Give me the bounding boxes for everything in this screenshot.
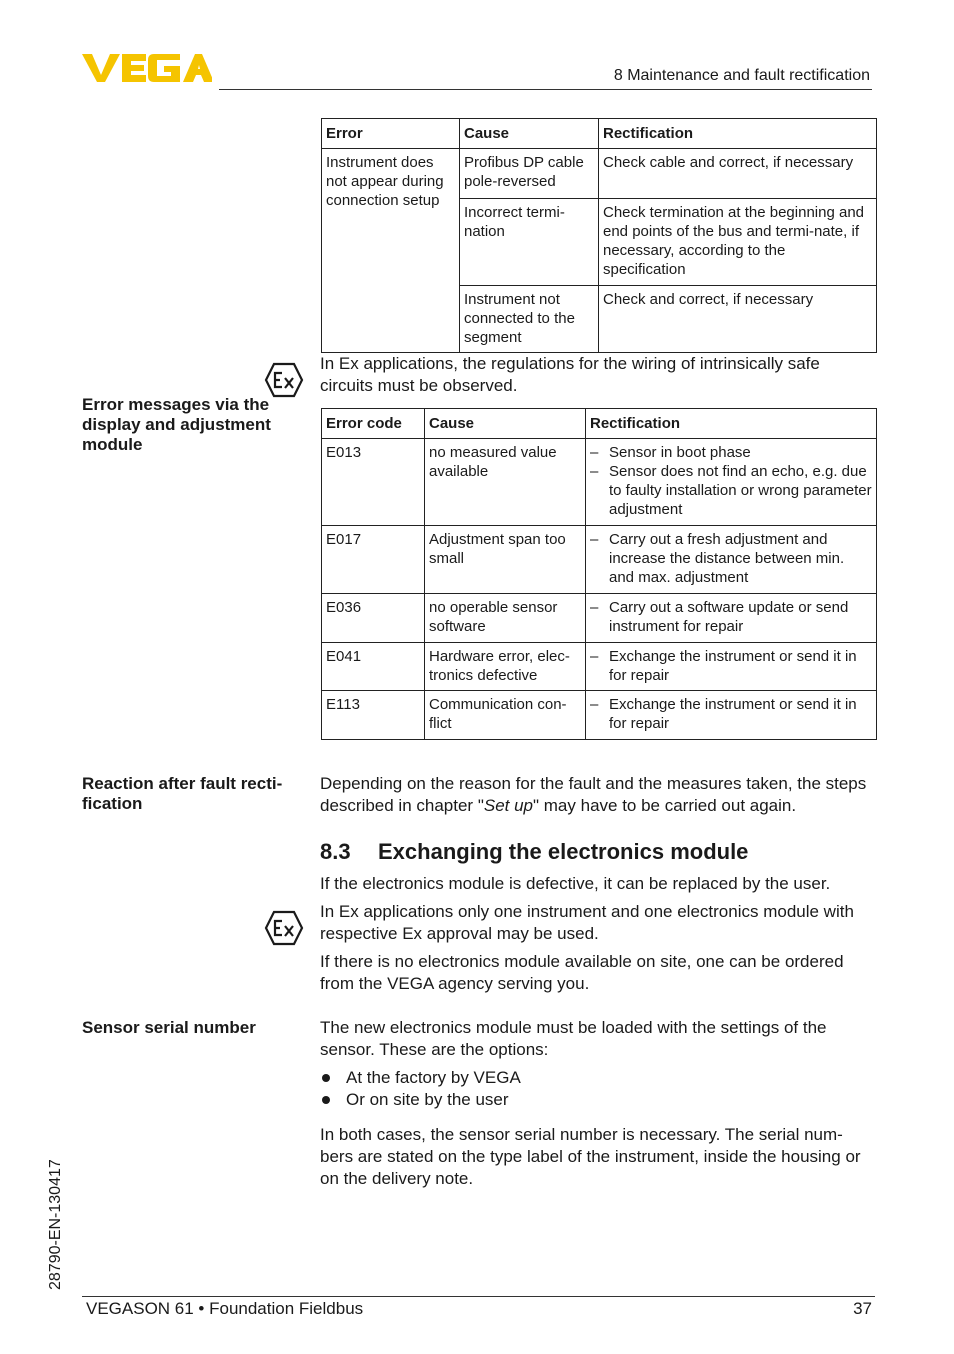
rectification-cell [586, 643, 877, 691]
list-item: – Carry out a fresh adjustment and increase the distance between min. and max. adjustment [590, 531, 845, 586]
ex-wiring-note: In Ex applications, the regulations for the wiring of intrinsically safe circuits must be observed. [320, 354, 820, 395]
rectification-cell: Check and correct, if necessary [599, 286, 877, 353]
table-row [322, 439, 877, 526]
table-row [322, 594, 877, 643]
reaction-paragraph: Depending on the reason for the fault and the measures taken, the steps described in chapter "Set up" may have to be carried out again. [320, 774, 867, 815]
header-rule [219, 89, 872, 90]
table-row [322, 149, 877, 199]
cause-cell: no measured value available [425, 439, 586, 526]
list-item: – Exchange the instrument or send it in for repair [590, 648, 857, 684]
side-label-error-messages: Error messages via the display and adjustment module [82, 395, 271, 454]
document-number: 28790-EN-130417 [47, 1159, 64, 1290]
rectification-cell [586, 594, 877, 643]
cause-cell: Communication con-flict [425, 691, 586, 740]
bullet-icon [322, 1096, 330, 1104]
cause-cell: Instrument not connected to the segment [460, 286, 599, 353]
column-header-cause: Cause [425, 409, 586, 439]
list-item: – Carry out a software update or send instrument for repair [590, 599, 849, 635]
section-number: 8.3 [320, 839, 351, 864]
column-header-rectification: Rectification [586, 409, 877, 439]
error-code-cell: E036 [322, 594, 425, 643]
list-item: At the factory by VEGA [320, 1067, 875, 1089]
column-header-rectification: Rectification [599, 119, 877, 149]
cause-cell: Profibus DP cable pole-reversed [460, 149, 599, 199]
side-label-reaction: Reaction after fault recti-fication [82, 774, 283, 813]
table-row [322, 691, 877, 740]
connection-error-table [321, 118, 877, 353]
chapter-reference: Set up [483, 796, 534, 815]
list-item: – Exchange the instrument or send it in for repair [590, 696, 857, 732]
error-code-cell: E041 [322, 643, 425, 691]
rectification-cell: Check cable and correct, if necessary [599, 149, 877, 199]
column-header-error-code: Error code [322, 409, 425, 439]
bullet-icon [322, 1074, 330, 1082]
footer-product: VEGASON 61 • Foundation Fieldbus [86, 1299, 364, 1318]
rectification-cell [586, 526, 877, 594]
cause-cell: no operable sensor software [425, 594, 586, 643]
column-header-cause: Cause [460, 119, 599, 149]
header-section-title: 8 Maintenance and fault rectification [613, 67, 870, 84]
column-header-error: Error [322, 119, 460, 149]
page-number: 37 [853, 1299, 872, 1318]
error-cell: Instrument does not appear during connection setup [322, 149, 460, 353]
table-row [322, 643, 877, 691]
table-header-row [322, 409, 877, 439]
error-code-cell: E013 [322, 439, 425, 526]
cause-cell: Incorrect termi-nation [460, 199, 599, 286]
rectification-cell [586, 691, 877, 740]
error-code-table [321, 408, 877, 740]
error-code-cell: E017 [322, 526, 425, 594]
serial-paragraph: The new electronics module must be loaded with the settings of the sensor. These are the options: [320, 1018, 827, 1059]
rectification-cell: Check termination at the beginning and end points of the bus and termi-nate, if necessary, according to the specification [599, 199, 877, 286]
cause-cell: Adjustment span too small [425, 526, 586, 594]
ex-explosion-protection-icon [264, 362, 304, 398]
settings-options-list [320, 1067, 875, 1111]
cause-cell: Hardware error, elec-tronics defective [425, 643, 586, 691]
list-item: Or on site by the user [320, 1089, 875, 1111]
list-item: – Sensor in boot phase [590, 444, 751, 461]
section-heading [320, 839, 875, 865]
section-paragraph: If there is no electronics module available on site, one can be ordered from the VEGA agency serving you. [320, 952, 844, 993]
table-row [322, 526, 877, 594]
serial-paragraph: In both cases, the sensor serial number is necessary. The serial num-bers are stated on the type label of the instrument, inside the housing or on the delivery note. [320, 1125, 861, 1188]
footer-rule [82, 1296, 875, 1297]
ex-approval-note: In Ex applications only one instrument and one electronics module with respective Ex approval may be used. [320, 902, 854, 943]
error-code-cell: E113 [322, 691, 425, 740]
side-label-sensor-serial: Sensor serial number [82, 1018, 256, 1037]
ex-explosion-protection-icon [264, 910, 304, 946]
vega-logo [82, 50, 212, 84]
rectification-cell [586, 439, 877, 526]
list-item: – Sensor does not find an echo, e.g. due to faulty installation or wrong parameter adjustment [590, 463, 872, 518]
section-paragraph: If the electronics module is defective, it can be replaced by the user. [320, 874, 831, 893]
table-header-row [322, 119, 877, 149]
section-title: Exchanging the electronics module [378, 839, 749, 864]
